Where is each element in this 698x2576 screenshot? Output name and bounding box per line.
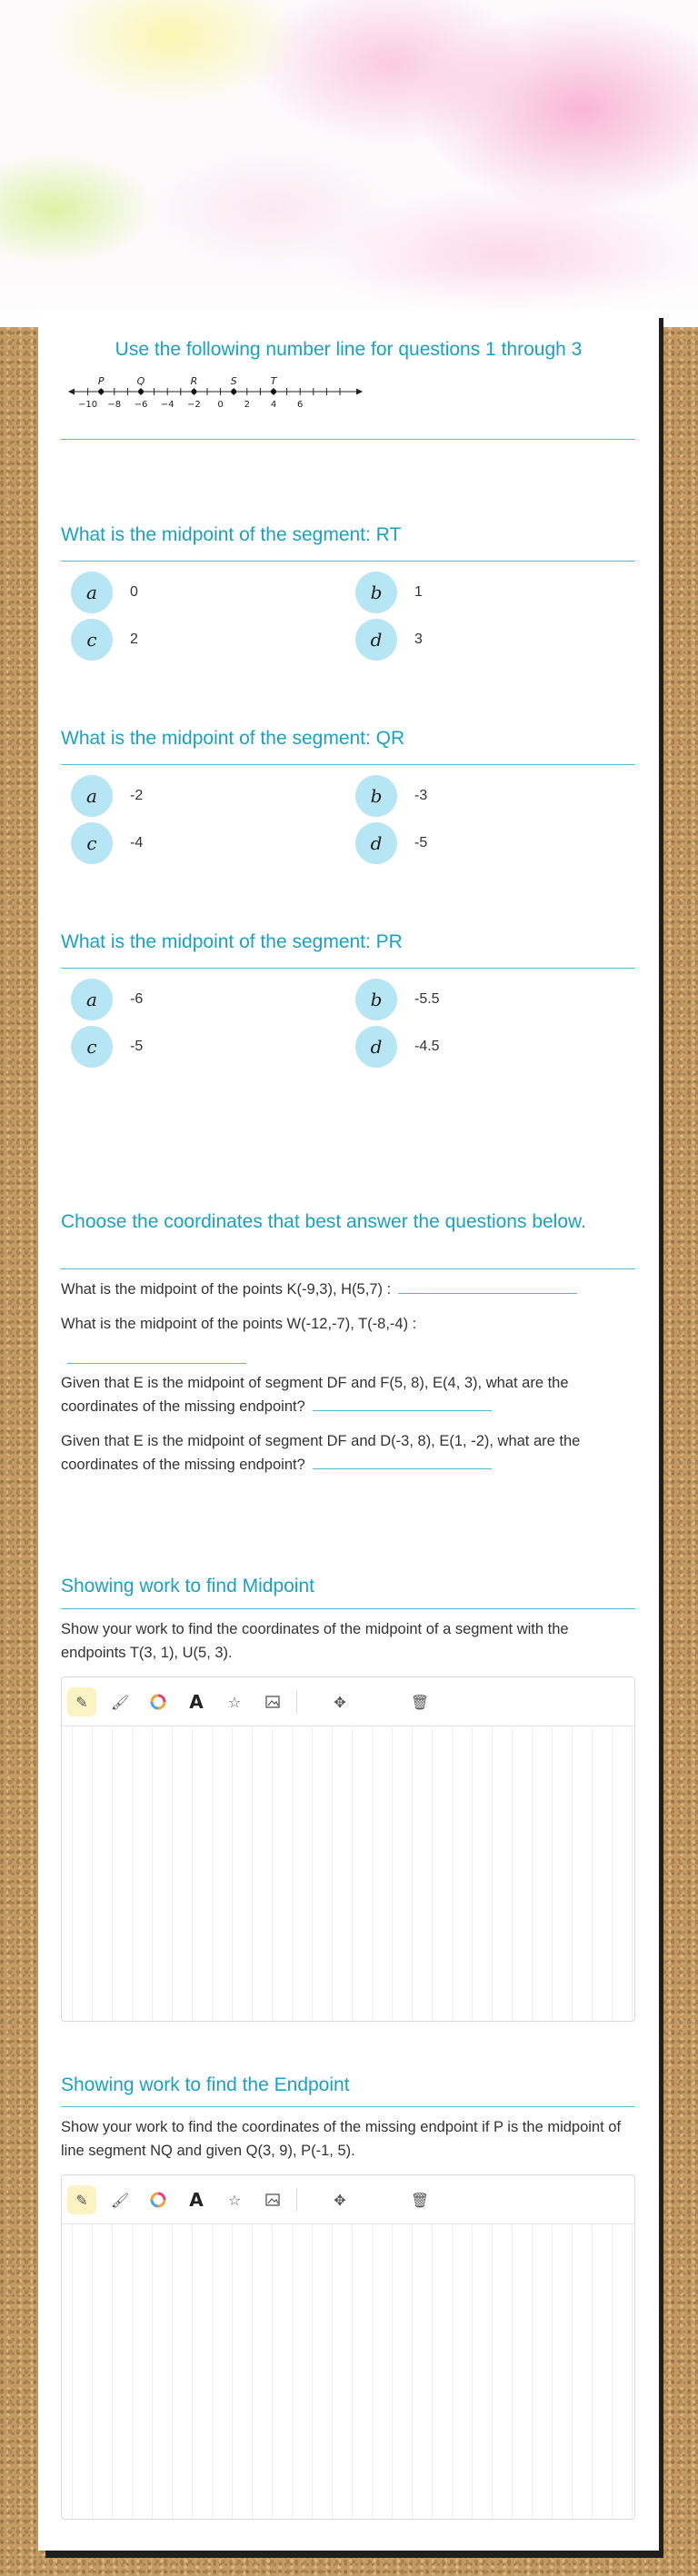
question-text: What is the midpoint of the points W(-12,-7), T(-8,-4) : (61, 1316, 417, 1332)
option-letter-bubble: a (71, 775, 113, 817)
option-letter-bubble: a (71, 572, 113, 613)
drawing-area[interactable] (62, 1727, 635, 2022)
option-text: 2 (130, 632, 138, 647)
number-line-point (271, 389, 276, 394)
question-3-option-d[interactable] (355, 1026, 440, 1068)
question-2-title: What is the midpoint of the segment: QR (61, 728, 405, 749)
number-line-point (191, 389, 196, 394)
option-letter-bubble: c (71, 822, 113, 864)
number-line (65, 374, 365, 418)
question-text: Given that E is the midpoint of segment DF and F(5, 8), E(4, 3), what are the coordinates of the missing endpoint? (61, 1375, 569, 1415)
option-text: -5.5 (414, 991, 440, 1007)
number-line-tick-label: 4 (270, 400, 277, 410)
question-3-option-a[interactable] (71, 979, 143, 1020)
image-icon[interactable] (258, 2185, 287, 2214)
midpoint-work-title: Showing work to find Midpoint (61, 1576, 314, 1596)
option-text: -2 (130, 788, 144, 803)
coordinates-question-3 (61, 1371, 635, 1418)
pencil-icon[interactable]: ✎ (67, 2185, 96, 2214)
number-line-point (98, 389, 104, 394)
option-text: 0 (130, 584, 138, 600)
question-text: What is the midpoint of the points K(-9,3), H(5,7) : (61, 1281, 392, 1298)
midpoint-work-prompt: Show your work to find the coordinates of the midpoint of a segment with the endpoints T(3, 1), U(5, 3). (61, 1621, 569, 1661)
option-letter-bubble: d (355, 1026, 397, 1068)
number-line-tick-label: −2 (187, 400, 201, 410)
text-icon[interactable]: A (189, 2189, 204, 2211)
coordinates-question-1 (61, 1278, 635, 1301)
number-line-point-label: R (190, 375, 198, 387)
number-line-tick-label: 0 (217, 400, 224, 410)
coordinates-section-title: Choose the coordinates that best answer the questions below. (61, 1211, 586, 1232)
question-1-option-b[interactable] (355, 572, 423, 613)
option-letter-bubble: d (355, 822, 397, 864)
toolbar-separator (296, 2188, 297, 2212)
number-line-point-label: S (230, 375, 237, 387)
option-letter-bubble: d (355, 619, 397, 661)
option-text: -4.5 (414, 1039, 440, 1054)
answer-blank-1[interactable] (398, 1293, 577, 1294)
image-icon[interactable] (258, 1687, 287, 1716)
option-letter-bubble: c (71, 1026, 113, 1068)
option-text: -5 (414, 835, 428, 850)
number-line-tick-label: −8 (107, 400, 122, 410)
marker-icon[interactable]: 🖌 (110, 1693, 130, 1711)
drawing-area[interactable] (62, 2225, 635, 2520)
divider (61, 1268, 635, 1269)
question-2-option-d[interactable] (355, 822, 427, 864)
option-letter-bubble: b (355, 572, 397, 613)
toolbar-separator (296, 1690, 297, 1714)
endpoint-work-prompt: Show your work to find the coordinates of the missing endpoint if P is the midpoint of line segment NQ and given Q(3, 9), P(-1, 5). (61, 2119, 622, 2159)
number-line-point-label: Q (136, 375, 145, 387)
question-1-option-d[interactable] (355, 619, 423, 661)
number-line-tick-label: −4 (160, 400, 174, 410)
divider (61, 1608, 635, 1609)
option-letter-bubble: b (355, 775, 397, 817)
endpoint-drawing-canvas[interactable] (61, 2174, 635, 2520)
move-icon[interactable]: ✥ (334, 1693, 346, 1711)
right-arrow-icon (356, 389, 363, 395)
question-2-option-b[interactable] (355, 775, 427, 817)
question-2-option-a[interactable] (71, 775, 143, 817)
text-icon[interactable]: A (189, 1691, 204, 1713)
color-wheel-icon[interactable] (144, 2185, 173, 2214)
answer-blank-2[interactable] (67, 1363, 246, 1364)
number-line-tick-label: 2 (244, 400, 250, 410)
option-text: 1 (414, 584, 423, 600)
number-line-point (231, 389, 236, 394)
number-line-tick-label: 6 (297, 400, 304, 410)
divider (61, 439, 635, 440)
question-1-option-c[interactable] (71, 619, 138, 661)
left-arrow-icon (68, 389, 75, 395)
drawing-toolbar (62, 1677, 634, 1726)
number-line-point-label: P (97, 375, 105, 387)
number-line-point-label: T (270, 375, 277, 387)
answer-blank-3[interactable] (313, 1410, 492, 1411)
number-line-tick-label: −10 (78, 400, 98, 410)
option-text: -5 (130, 1039, 144, 1054)
question-2-option-c[interactable] (71, 822, 143, 864)
option-letter-bubble: b (355, 979, 397, 1020)
question-3-title: What is the midpoint of the segment: PR (61, 931, 403, 952)
trash-icon[interactable]: 🗑 (410, 2191, 430, 2209)
coordinates-question-4 (61, 1429, 635, 1477)
midpoint-drawing-canvas[interactable] (61, 1676, 635, 2022)
question-1-title: What is the midpoint of the segment: RT (61, 524, 402, 545)
option-letter-bubble: c (71, 619, 113, 661)
coordinates-question-2 (61, 1312, 635, 1336)
star-icon[interactable]: ☆ (227, 2191, 242, 2209)
question-text: Given that E is the midpoint of segment DF and D(-3, 8), E(1, -2), what are the coordinates of the missing endpoint? (61, 1433, 581, 1473)
option-letter-bubble: a (71, 979, 113, 1020)
endpoint-work-title: Showing work to find the Endpoint (61, 2074, 350, 2095)
divider (61, 764, 635, 765)
answer-blank-4[interactable] (313, 1468, 492, 1469)
star-icon[interactable]: ☆ (227, 1693, 242, 1711)
number-line-point (138, 389, 144, 394)
divider (61, 968, 635, 969)
worksheet (38, 309, 659, 2551)
number-line-instructions: Use the following number line for questions 1 through 3 (115, 339, 583, 360)
question-3-option-b[interactable] (355, 979, 440, 1020)
question-1-option-a[interactable] (71, 572, 138, 613)
option-text: 3 (414, 632, 423, 647)
drawing-toolbar (62, 2175, 634, 2224)
color-wheel-icon[interactable] (144, 1687, 173, 1716)
pencil-icon[interactable]: ✎ (67, 1687, 96, 1716)
move-icon[interactable]: ✥ (334, 2191, 346, 2209)
divider (61, 561, 635, 562)
question-3-option-c[interactable] (71, 1026, 143, 1068)
option-text: -3 (414, 788, 428, 803)
option-text: -4 (130, 835, 144, 850)
option-text: -6 (130, 991, 144, 1007)
number-line-tick-label: −6 (134, 400, 148, 410)
trash-icon[interactable]: 🗑 (410, 1693, 430, 1711)
divider (61, 2106, 635, 2107)
marker-icon[interactable]: 🖌 (110, 2191, 130, 2209)
